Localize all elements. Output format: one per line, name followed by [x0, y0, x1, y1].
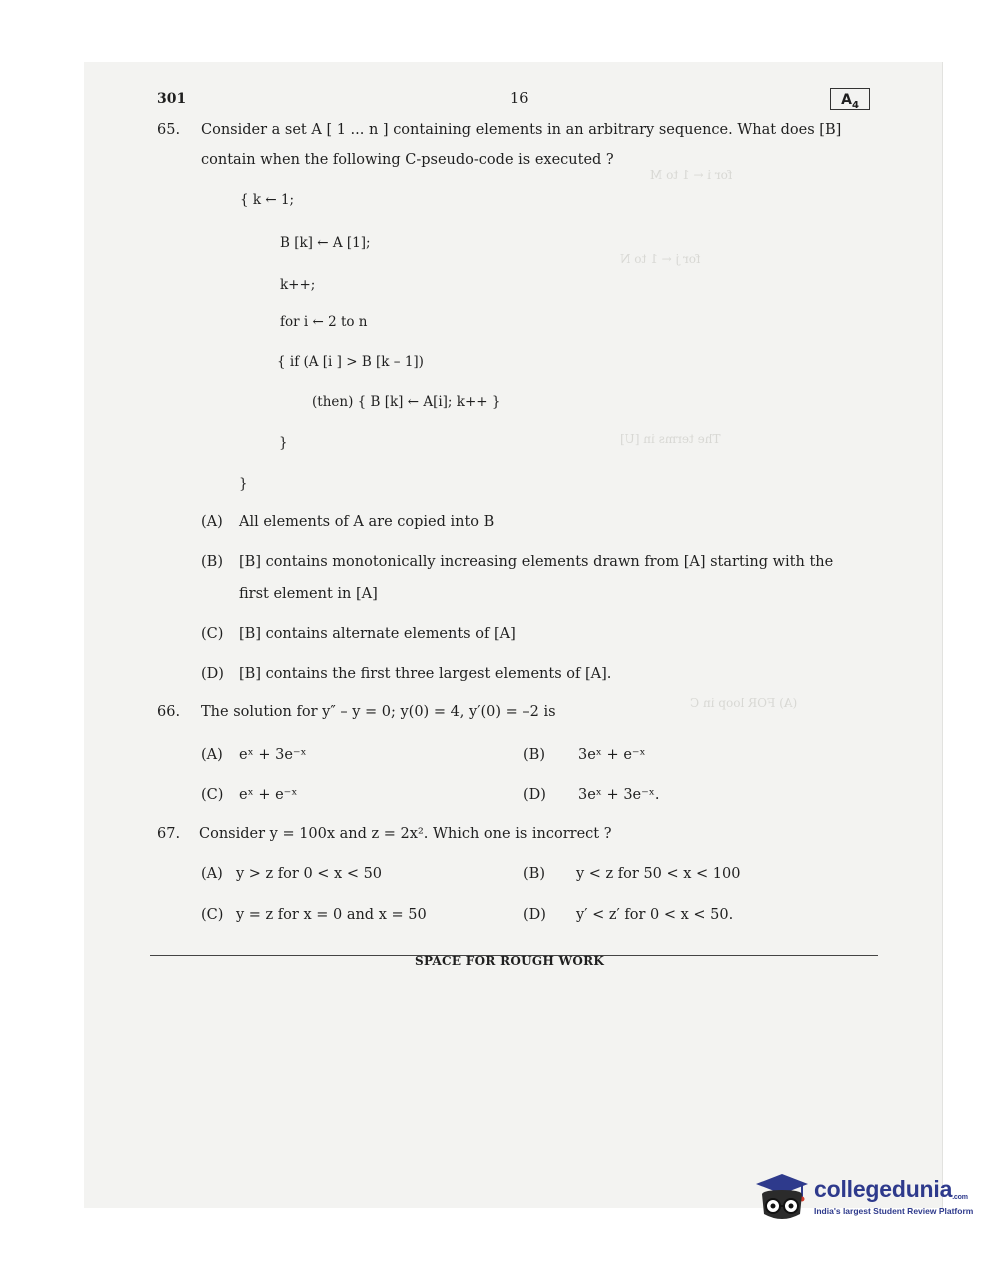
question-65-number: 65.: [157, 122, 181, 138]
brand-name: collegedunia.com: [814, 1176, 968, 1202]
option-text: [B] contains alternate elements of [A]: [239, 626, 516, 642]
option-label: (D): [201, 666, 224, 682]
option-text: y = z for x = 0 and x = 50: [236, 907, 427, 923]
option-label: (C): [201, 626, 224, 642]
bleed-through-mark: for j ← 1 to N: [620, 252, 701, 266]
option-label: (B): [201, 554, 223, 570]
question-67-stem: Consider y = 100x and z = 2x². Which one is incorrect ?: [199, 826, 612, 842]
question-65-stem: Consider a set A [ 1 ... n ] containing elements in an arbitrary sequence. What does [B]: [201, 122, 842, 138]
collegedunia-logo: [752, 1168, 982, 1228]
bleed-through-mark: for i ← 1 to M: [650, 168, 733, 182]
option-label: (B): [523, 866, 545, 882]
rough-work-label: SPACE FOR ROUGH WORK: [415, 954, 605, 968]
question-66-number: 66.: [157, 704, 181, 720]
page-number: 16: [510, 91, 529, 107]
option-text: [B] contains the first three largest elements of [A].: [239, 666, 612, 682]
booklet-series-badge: [830, 88, 870, 110]
option-label: (C): [201, 907, 224, 923]
option-label: (A): [201, 747, 223, 763]
paper-code: 301: [157, 91, 187, 107]
bleed-through-mark: (A) FOR loop in C: [690, 696, 798, 710]
code-line: (then) { B [k] ← A[i]; k++ }: [312, 394, 501, 410]
option-text: y′ < z′ for 0 < x < 50.: [576, 907, 734, 923]
code-line: B [k] ← A [1];: [280, 235, 371, 251]
code-line: }: [279, 435, 288, 451]
question-67-number: 67.: [157, 826, 181, 842]
option-text: All elements of A are copied into B: [239, 514, 495, 530]
option-label: (D): [523, 907, 546, 923]
code-line: { if (A [i ] > B [k – 1]): [277, 354, 424, 370]
code-line: { k ← 1;: [240, 192, 295, 208]
option-text: 3eˣ + 3e⁻ˣ.: [578, 787, 660, 803]
booklet-series: A: [841, 92, 852, 108]
option-text: eˣ + 3e⁻ˣ: [239, 747, 307, 763]
code-line: for i ← 2 to n: [280, 314, 368, 330]
option-label: (D): [523, 787, 546, 803]
brand-suffix: .com: [952, 1194, 968, 1201]
question-66-stem: The solution for y″ – y = 0; y(0) = 4, y′(0) = –2 is: [201, 704, 556, 720]
question-65-stem-cont: contain when the following C-pseudo-code is executed ?: [201, 152, 614, 168]
option-text: 3eˣ + e⁻ˣ: [578, 747, 646, 763]
option-text: y > z for 0 < x < 50: [236, 866, 383, 882]
code-line: k++;: [280, 277, 316, 293]
brand-tagline: India's largest Student Review Platform: [814, 1206, 974, 1216]
option-text: eˣ + e⁻ˣ: [239, 787, 298, 803]
option-label: (C): [201, 787, 224, 803]
mascot-icon: [752, 1168, 810, 1228]
option-text-cont: first element in [A]: [239, 586, 378, 602]
option-text: y < z for 50 < x < 100: [576, 866, 741, 882]
option-label: (A): [201, 514, 223, 530]
booklet-series-sub: 4: [851, 99, 859, 111]
option-label: (A): [201, 866, 223, 882]
bleed-through-mark: The terms in [U]: [620, 432, 721, 446]
code-line: }: [239, 476, 248, 492]
option-text: [B] contains monotonically increasing elements drawn from [A] starting with the: [239, 554, 834, 570]
option-label: (B): [523, 747, 545, 763]
